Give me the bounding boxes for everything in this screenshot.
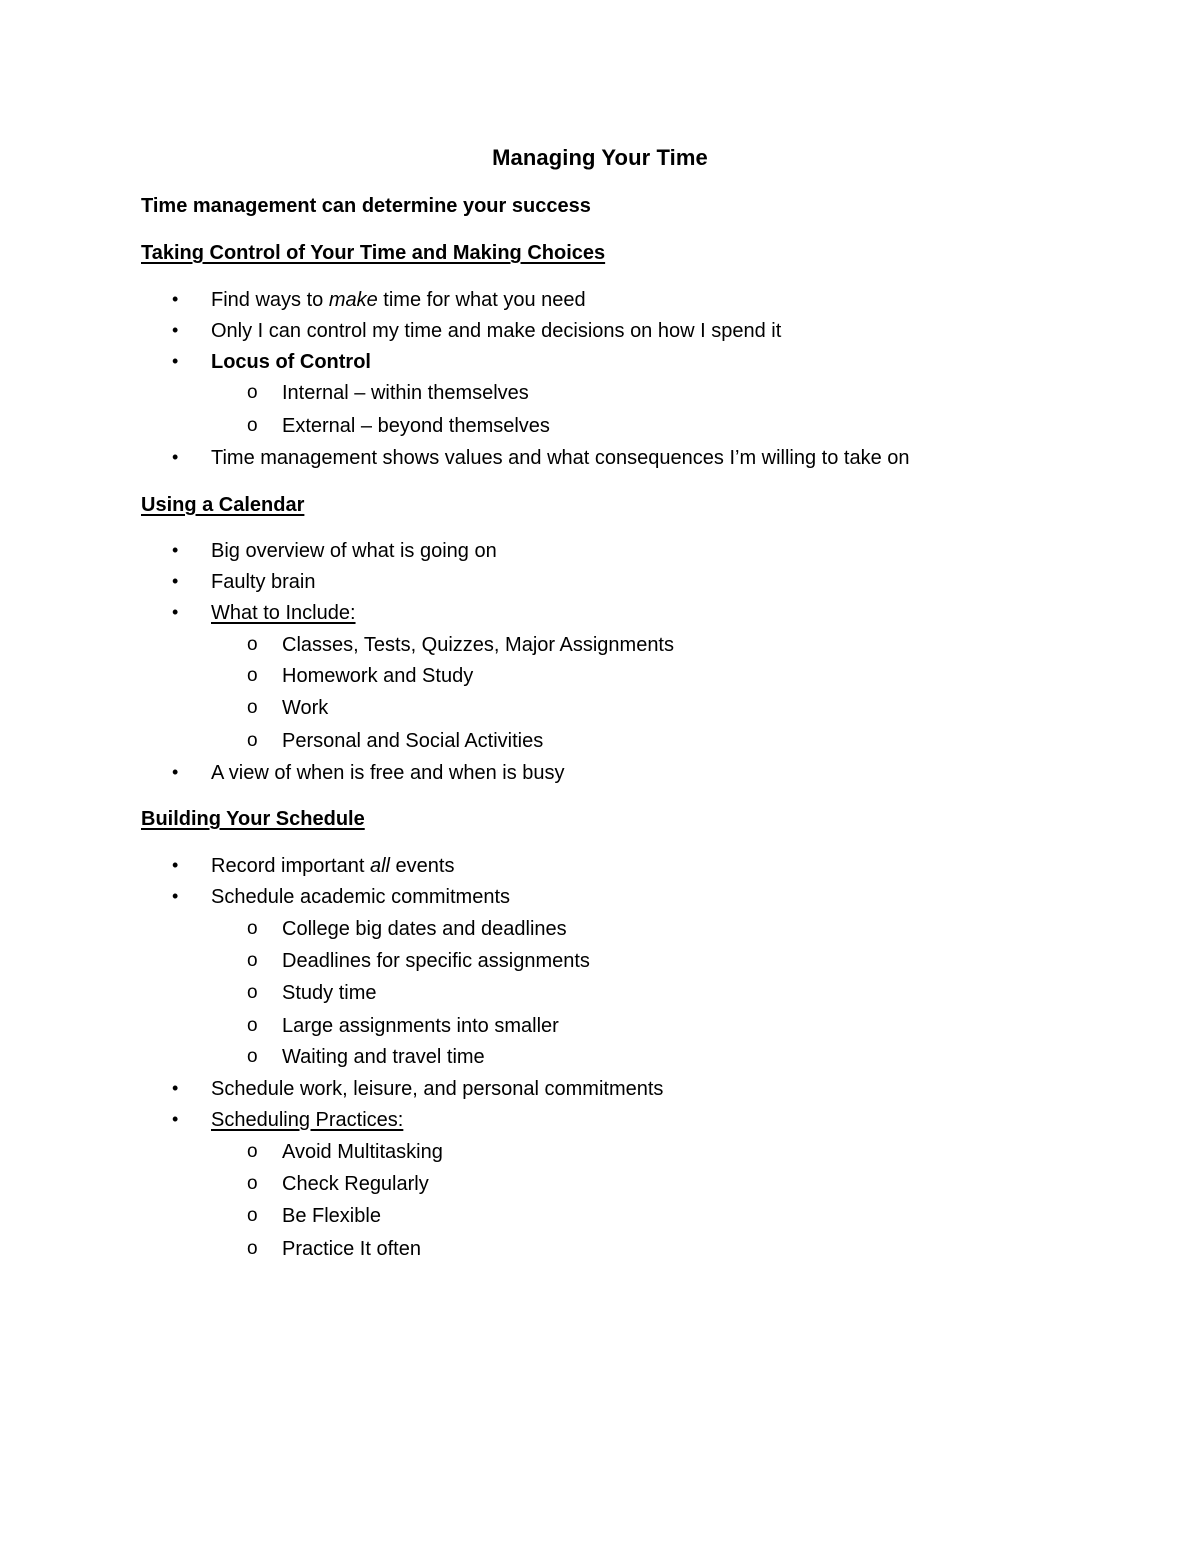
bullet-marker: • xyxy=(172,762,179,782)
bullet-marker: • xyxy=(172,855,179,875)
section-heading-using-calendar: Using a Calendar xyxy=(141,494,305,516)
sub-bullet-marker: o xyxy=(247,918,258,939)
sub-list-item: Internal – within themselves xyxy=(282,382,529,404)
sub-bullet-marker: o xyxy=(247,415,258,436)
section-heading-taking-control: Taking Control of Your Time and Making Choices xyxy=(141,242,606,264)
list-item: A view of when is free and when is busy xyxy=(211,762,565,784)
sub-bullet-marker: o xyxy=(247,950,258,971)
sub-bullet-marker: o xyxy=(247,1141,258,1162)
sub-list-item: Practice It often xyxy=(282,1238,421,1260)
sub-list-item: Classes, Tests, Quizzes, Major Assignments xyxy=(282,634,674,656)
list-item: Faulty brain xyxy=(211,571,316,593)
sub-bullet-marker: o xyxy=(247,382,258,403)
bullet-marker: • xyxy=(172,540,179,560)
sub-bullet-marker: o xyxy=(247,697,258,718)
bullet-marker: • xyxy=(172,1109,179,1129)
sub-list-item: External – beyond themselves xyxy=(282,415,550,437)
list-item: Schedule academic commitments xyxy=(211,886,511,908)
list-item: What to Include: xyxy=(211,602,356,624)
list-item: Schedule work, leisure, and personal commitments xyxy=(211,1078,664,1100)
sub-bullet-marker: o xyxy=(247,730,258,751)
sub-bullet-marker: o xyxy=(247,1046,258,1067)
page-title: Managing Your Time xyxy=(492,145,708,170)
sub-list-item: Waiting and travel time xyxy=(282,1046,485,1068)
bullet-marker: • xyxy=(172,602,179,622)
sub-list-item: Study time xyxy=(282,982,377,1004)
sub-bullet-marker: o xyxy=(247,634,258,655)
sub-list-item: Be Flexible xyxy=(282,1205,381,1227)
list-item: Record important all events xyxy=(211,855,455,877)
section-heading-building-schedule: Building Your Schedule xyxy=(141,808,365,830)
sub-bullet-marker: o xyxy=(247,982,258,1003)
sub-list-item: Deadlines for specific assignments xyxy=(282,950,590,972)
sub-list-item: Work xyxy=(282,697,329,719)
bullet-marker: • xyxy=(172,351,179,371)
sub-list-item: Homework and Study xyxy=(282,665,474,687)
sub-list-item: Check Regularly xyxy=(282,1173,429,1195)
bullet-marker: • xyxy=(172,886,179,906)
list-item: Time management shows values and what consequences I’m willing to take on xyxy=(211,447,910,469)
bullet-marker: • xyxy=(172,289,179,309)
list-item: Find ways to make time for what you need xyxy=(211,289,586,311)
sub-bullet-marker: o xyxy=(247,1173,258,1194)
list-item: Locus of Control xyxy=(211,351,371,373)
sub-bullet-marker: o xyxy=(247,1205,258,1226)
page-subtitle: Time management can determine your success xyxy=(141,195,591,217)
sub-list-item: College big dates and deadlines xyxy=(282,918,567,940)
bullet-marker: • xyxy=(172,320,179,340)
bullet-marker: • xyxy=(172,571,179,591)
sub-bullet-marker: o xyxy=(247,665,258,686)
list-item: Scheduling Practices: xyxy=(211,1109,404,1131)
sub-list-item: Large assignments into smaller xyxy=(282,1015,559,1037)
bullet-marker: • xyxy=(172,1078,179,1098)
bullet-marker: • xyxy=(172,447,179,467)
sub-bullet-marker: o xyxy=(247,1238,258,1259)
list-item: Big overview of what is going on xyxy=(211,540,497,562)
sub-bullet-marker: o xyxy=(247,1015,258,1036)
sub-list-item: Personal and Social Activities xyxy=(282,730,544,752)
sub-list-item: Avoid Multitasking xyxy=(282,1141,443,1163)
list-item: Only I can control my time and make decisions on how I spend it xyxy=(211,320,782,342)
